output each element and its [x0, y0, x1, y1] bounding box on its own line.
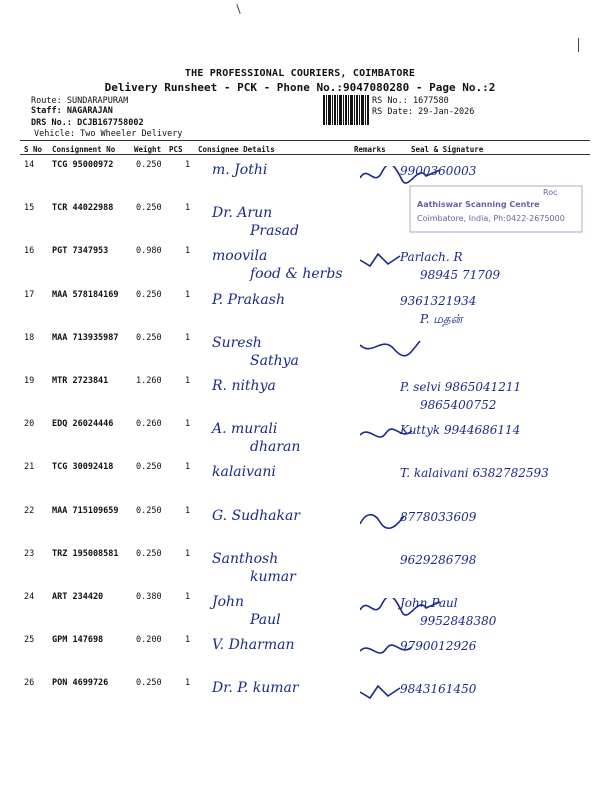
row-weight: 0.250	[136, 332, 162, 343]
row-consignment: MAA 578184169	[52, 289, 119, 300]
row-weight: 0.250	[136, 505, 162, 516]
route-label: Route:	[31, 96, 62, 106]
signature-scribble	[360, 512, 450, 536]
drs-value: DCJB167758002	[77, 118, 144, 128]
row-pcs: 1	[185, 160, 191, 170]
rs-date-value: 29-Jan-2026	[418, 107, 475, 117]
col-weight: Weight	[134, 145, 162, 154]
signature-stroke	[360, 514, 404, 528]
signature-stroke	[360, 645, 412, 653]
rs-date-line	[372, 107, 474, 117]
row-consignee-line-2: kumar	[250, 568, 296, 585]
row-remark-line-2: 98945 71709	[420, 268, 501, 283]
row-consignee-line-2: Prasad	[250, 223, 299, 240]
row-sno: 14	[24, 160, 35, 170]
row-consignee-line-1: m. Jothi	[212, 162, 268, 178]
col-remarks: Remarks	[354, 145, 386, 154]
vehicle-value: Two Wheeler Delivery	[80, 129, 183, 139]
row-remark-line-1: 9900360003	[400, 164, 477, 178]
row-pcs: 1	[185, 592, 191, 602]
col-sno: S No	[24, 145, 43, 154]
signature-scribble	[360, 468, 450, 492]
col-pcs: PCS	[169, 145, 183, 154]
col-consignee: Consignee Details	[198, 145, 275, 154]
row-consignment: MAA 715109659	[52, 505, 119, 516]
row-sno: 22	[24, 505, 35, 516]
row-pcs: 1	[185, 203, 191, 214]
row-weight: 0.250	[136, 548, 162, 559]
row-consignment: PON 4699726	[52, 678, 109, 689]
vehicle-label: Vehicle:	[34, 129, 75, 139]
row-consignee-line-2: food & herbs	[250, 266, 343, 283]
row-consignee-line-1: John	[212, 594, 245, 610]
stamp-line-3: Coimbatore, India, Ph:0422-2675000	[417, 214, 565, 223]
row-consignee-line-1: P. Prakash	[212, 291, 285, 308]
row-sno: 19	[24, 376, 35, 386]
row-consignment: GPM 147698	[52, 635, 104, 646]
row-remark-line-1: John Paul	[400, 596, 458, 610]
row-sno: 23	[24, 548, 35, 559]
row-consignee-line-1: G. Sudhakar	[212, 507, 301, 524]
row-consignment: TRZ 195008581	[52, 548, 119, 559]
row-pcs: 1	[185, 289, 191, 300]
signature-stroke	[360, 429, 412, 437]
row-weight: 0.380	[136, 592, 162, 602]
row-weight: 0.250	[136, 203, 162, 214]
row-consignee-line-1: kalaivani	[212, 464, 276, 481]
row-consignment: MAA 713935987	[52, 332, 119, 343]
row-consignment: EDQ 26024446	[52, 419, 114, 430]
row-pcs: 1	[185, 462, 191, 473]
signature-scribble	[360, 425, 450, 449]
row-remark-line-2: 9865400752	[420, 398, 497, 412]
row-sno: 21	[24, 462, 35, 473]
row-consignment: MTR 2723841	[52, 376, 109, 386]
runsheet-title: Delivery Runsheet - PCK - Phone No.:9047080280 - Page No.:2	[104, 81, 496, 94]
row-pcs: 1	[185, 332, 191, 343]
signature-stroke	[360, 686, 400, 698]
row-sno: 17	[24, 289, 35, 300]
row-consignee-line-1: Dr. P. kumar	[212, 680, 299, 697]
row-consignee-line-1: V. Dharman	[212, 637, 295, 654]
row-consignee-line-2: Sathya	[250, 352, 299, 369]
row-weight: 0.250	[136, 462, 162, 473]
table-header-rule	[20, 154, 590, 155]
row-remark-line-1: 8778033609	[400, 509, 477, 524]
signature-stroke	[360, 166, 440, 183]
row-sno: 25	[24, 635, 35, 646]
row-consignment: ART 234420	[52, 592, 104, 602]
row-sno: 26	[24, 678, 35, 689]
col-consignment: Consignment No	[52, 145, 116, 154]
row-weight: 1.260	[136, 376, 162, 386]
signature-stroke	[360, 254, 400, 266]
signature-scribble	[360, 339, 450, 363]
staff-line	[31, 106, 113, 116]
row-sno: 18	[24, 332, 35, 343]
row-consignee-line-2: Paul	[250, 612, 281, 628]
stamp-frame	[395, 182, 595, 242]
scan-mark	[236, 4, 240, 14]
row-weight: 0.980	[136, 246, 162, 257]
signature-stroke	[360, 598, 440, 615]
row-consignment: TCR 44022988	[52, 203, 114, 214]
drs-line	[31, 118, 144, 128]
row-pcs: 1	[185, 419, 191, 430]
row-pcs: 1	[185, 505, 191, 516]
row-consignee-line-1: R. nithya	[212, 378, 276, 394]
row-remark-line-1: 9790012926	[400, 639, 477, 654]
row-remark-line-1: 9843161450	[400, 682, 477, 697]
row-remark-line-1: Parlach. R	[400, 250, 463, 265]
row-consignee-line-1: A. murali	[212, 421, 278, 438]
signature-scribble	[360, 382, 450, 406]
row-remark-line-2: 9952848380	[420, 614, 497, 628]
row-sno: 20	[24, 419, 35, 430]
row-remark-line-1: 9361321934	[400, 293, 477, 308]
col-seal: Seal & Signature	[411, 145, 484, 154]
clinic-stamp	[395, 182, 595, 242]
signature-scribble	[360, 555, 450, 579]
rs-no-label: RS No.:	[372, 96, 408, 106]
row-weight: 0.250	[136, 160, 162, 170]
stamp-line-2: Aathiswar Scanning Centre	[417, 200, 540, 209]
row-consignee-line-1: Dr. Arun	[212, 205, 273, 222]
row-sno: 24	[24, 592, 35, 602]
route-value: SUNDARAPURAM	[66, 96, 129, 106]
rs-no-line	[372, 96, 449, 106]
signature-scribble	[360, 296, 450, 320]
row-pcs: 1	[185, 376, 191, 386]
row-remark-line-1: 9629286798	[400, 552, 477, 567]
row-remark-line-2: P. மதன்	[420, 311, 463, 326]
row-consignee-line-1: moovila	[212, 248, 268, 265]
signature-scribble	[360, 598, 450, 622]
rs-date-label: RS Date:	[372, 107, 413, 117]
stamp-line-1: Roc	[543, 188, 558, 197]
table-top-rule	[20, 140, 590, 141]
row-consignee-line-1: Suresh	[212, 334, 262, 351]
drs-label: DRS No.:	[31, 118, 72, 128]
staff-value: NAGARAJAN	[66, 106, 113, 116]
row-consignee-line-2: dharan	[250, 439, 301, 456]
row-weight: 0.250	[136, 678, 162, 689]
route-line	[31, 96, 128, 106]
row-consignee-line-1: Santhosh	[212, 550, 279, 567]
company-title: THE PROFESSIONAL COURIERS, COIMBATORE	[184, 68, 416, 79]
signature-stroke	[360, 341, 420, 356]
signature-scribble	[360, 641, 450, 665]
row-sno: 16	[24, 246, 35, 257]
rs-no-value: 1677580	[412, 96, 449, 106]
barcode	[323, 95, 369, 125]
row-consignment: PGT 7347953	[52, 246, 109, 257]
row-pcs: 1	[185, 678, 191, 689]
row-weight: 0.260	[136, 419, 162, 430]
row-weight: 0.250	[136, 289, 162, 300]
row-remark-line-1: Kuttyk 9944686114	[400, 423, 521, 438]
row-consignment: TCG 30092418	[52, 462, 114, 473]
row-remark-line-1: T. kalaivani 6382782593	[400, 466, 549, 481]
staff-label: Staff:	[31, 106, 62, 116]
row-sno: 15	[24, 203, 35, 214]
row-weight: 0.200	[136, 635, 162, 646]
signature-scribble	[360, 684, 450, 708]
vehicle-line	[34, 129, 182, 139]
signature-scribble	[360, 252, 450, 276]
row-pcs: 1	[185, 635, 191, 646]
row-consignment: TCG 95000972	[52, 160, 114, 170]
scan-mark	[578, 38, 579, 52]
row-pcs: 1	[185, 548, 191, 559]
row-remark-line-1: P. selvi 9865041211	[400, 380, 522, 394]
row-pcs: 1	[185, 246, 191, 257]
